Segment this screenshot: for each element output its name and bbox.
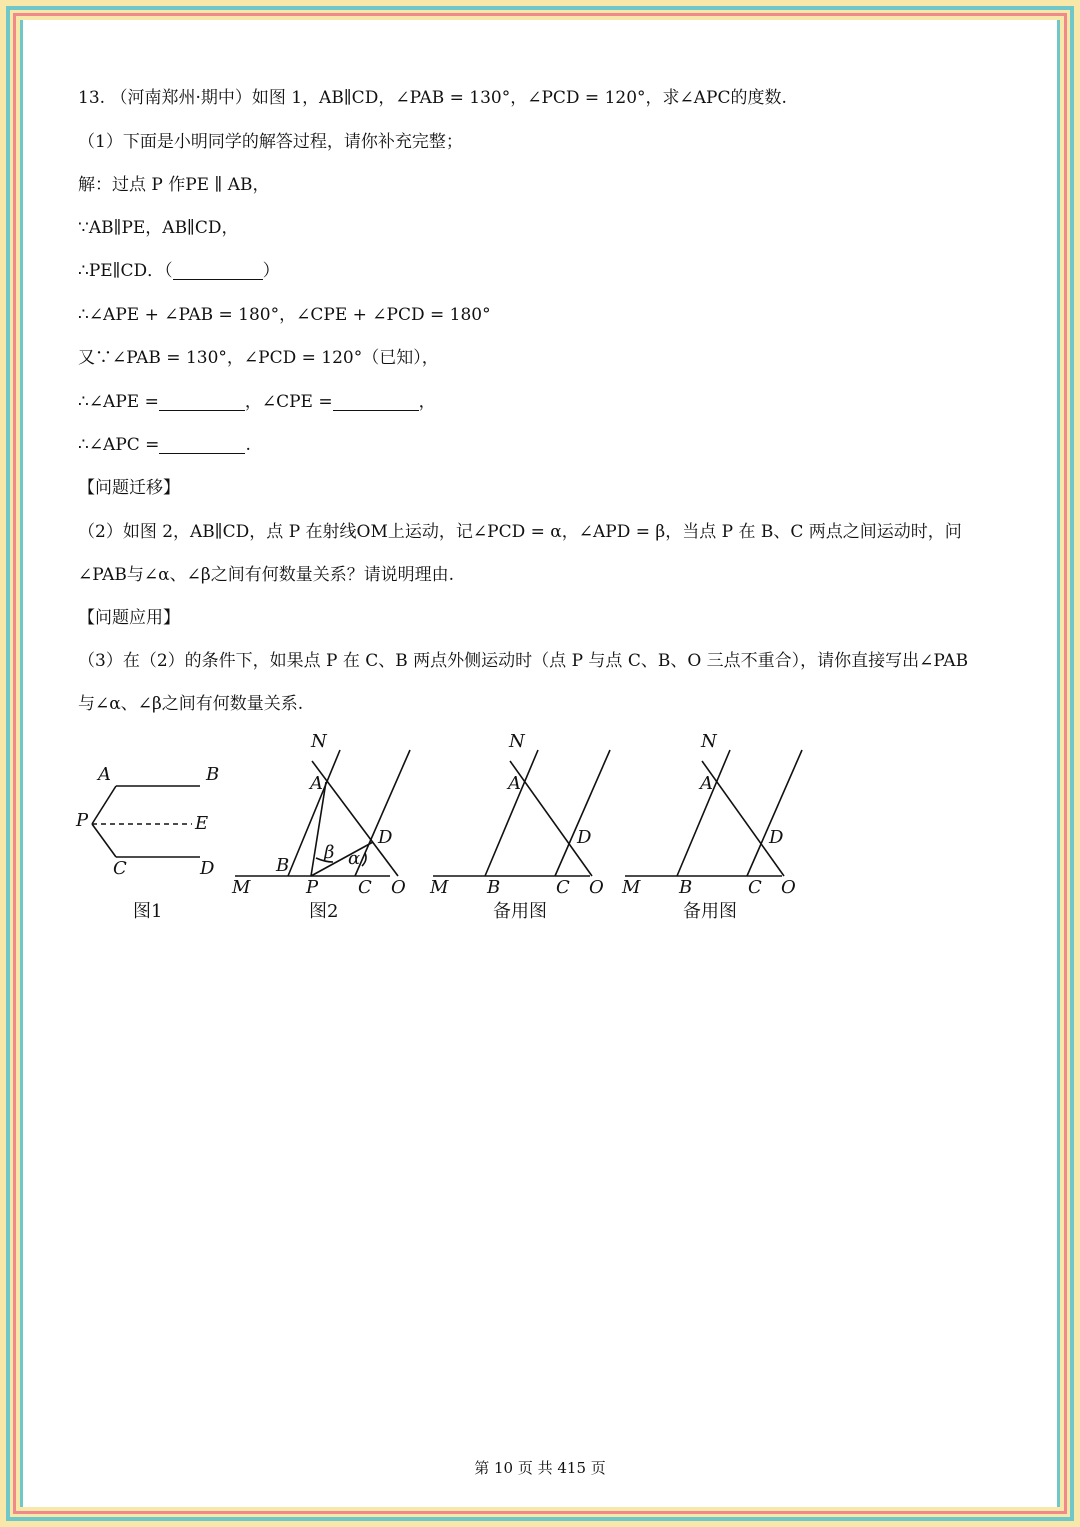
problem-statement: 13. （河南郑州·期中）如图 1，AB∥CD，∠PAB = 130°，∠PCD = 120°，求∠APC的度数.	[78, 88, 787, 108]
line-7-end: .	[245, 435, 251, 455]
fig3-label-O: O	[589, 877, 604, 898]
solution-line-5: 又∵∠PAB = 130°，∠PCD = 120°（已知），	[78, 348, 439, 368]
fig4-caption: 备用图	[683, 901, 737, 922]
section-heading-application: 【问题应用】	[78, 608, 180, 628]
fig2-label-M: M	[232, 877, 251, 898]
fig2-label-P: P	[306, 877, 319, 898]
fig2-caption: 图2	[309, 901, 339, 922]
fig3-label-D: D	[577, 827, 592, 848]
fig1-label-B: B	[206, 764, 220, 785]
cpe-label: ，∠CPE =	[244, 392, 333, 412]
fig3-label-A: A	[508, 773, 521, 794]
fig4-label-A: A	[700, 773, 713, 794]
figure-4	[625, 750, 802, 876]
sub-question-1: （1）下面是小明同学的解答过程，请你补充完整；	[78, 132, 463, 152]
ape-label: ∴∠APE =	[78, 392, 159, 412]
fig3-label-B: B	[487, 877, 501, 898]
fig4-label-N: N	[701, 731, 717, 752]
fig4-label-C: C	[748, 877, 762, 898]
solution-line-1: 解：过点 P 作PE ∥ AB，	[78, 175, 270, 195]
fig2-label-D: D	[378, 827, 393, 848]
sub-question-3: （3）在（2）的条件下，如果点 P 在 C、B 两点外侧运动时（点 P 与点 C、B、O 三点不重合），请你直接写出∠PAB	[78, 651, 969, 671]
fig2-label-A: A	[310, 773, 323, 794]
fig2-label-C: C	[358, 877, 372, 898]
fig2-label-B: B	[276, 855, 290, 876]
section-heading-transfer: 【问题迁移】	[78, 478, 180, 498]
apc-label: ∴∠APC =	[78, 435, 160, 455]
fig4-label-B: B	[679, 877, 693, 898]
fig3-label-C: C	[556, 877, 570, 898]
line-6-end: ，	[418, 392, 436, 412]
solution-line-3-close: ）	[262, 261, 280, 281]
fig1-label-A: A	[98, 764, 111, 785]
sub-question-2-cont: ∠PAB与∠α、∠β之间有何数量关系？请说明理由.	[78, 565, 455, 585]
fig2-label-alpha: α	[348, 848, 361, 869]
fig3-caption: 备用图	[493, 901, 547, 922]
solution-line-3-text: ∴PE∥CD．（	[78, 261, 173, 281]
fig4-label-M: M	[622, 877, 641, 898]
sub-question-3-cont: 与∠α、∠β之间有何数量关系.	[78, 694, 304, 714]
fig1-caption: 图1	[133, 901, 163, 922]
solution-line-2: ∵AB∥PE，AB∥CD，	[78, 218, 239, 238]
solution-line-4: ∴∠APE + ∠PAB = 180°，∠CPE + ∠PCD = 180°	[78, 305, 491, 325]
fig1-label-E: E	[195, 813, 209, 834]
fig4-label-O: O	[781, 877, 796, 898]
fig2-label-O: O	[391, 877, 406, 898]
figure-2	[235, 750, 410, 876]
fig3-label-N: N	[509, 731, 525, 752]
fig1-label-D: D	[200, 858, 215, 879]
figure-1	[92, 786, 200, 857]
page-footer: 第 10 页 共 415 页	[474, 1459, 606, 1477]
fig1-label-P: P	[76, 810, 89, 831]
fig2-label-beta: β	[324, 842, 335, 863]
figure-3	[433, 750, 610, 876]
fig4-label-D: D	[769, 827, 784, 848]
sub-question-2: （2）如图 2，AB∥CD，点 P 在射线OM上运动，记∠PCD = α，∠APD = β，当点 P 在 B、C 两点之间运动时，问	[78, 522, 962, 542]
fig1-label-C: C	[113, 858, 127, 879]
fig3-label-M: M	[430, 877, 449, 898]
fig2-label-N: N	[311, 731, 327, 752]
